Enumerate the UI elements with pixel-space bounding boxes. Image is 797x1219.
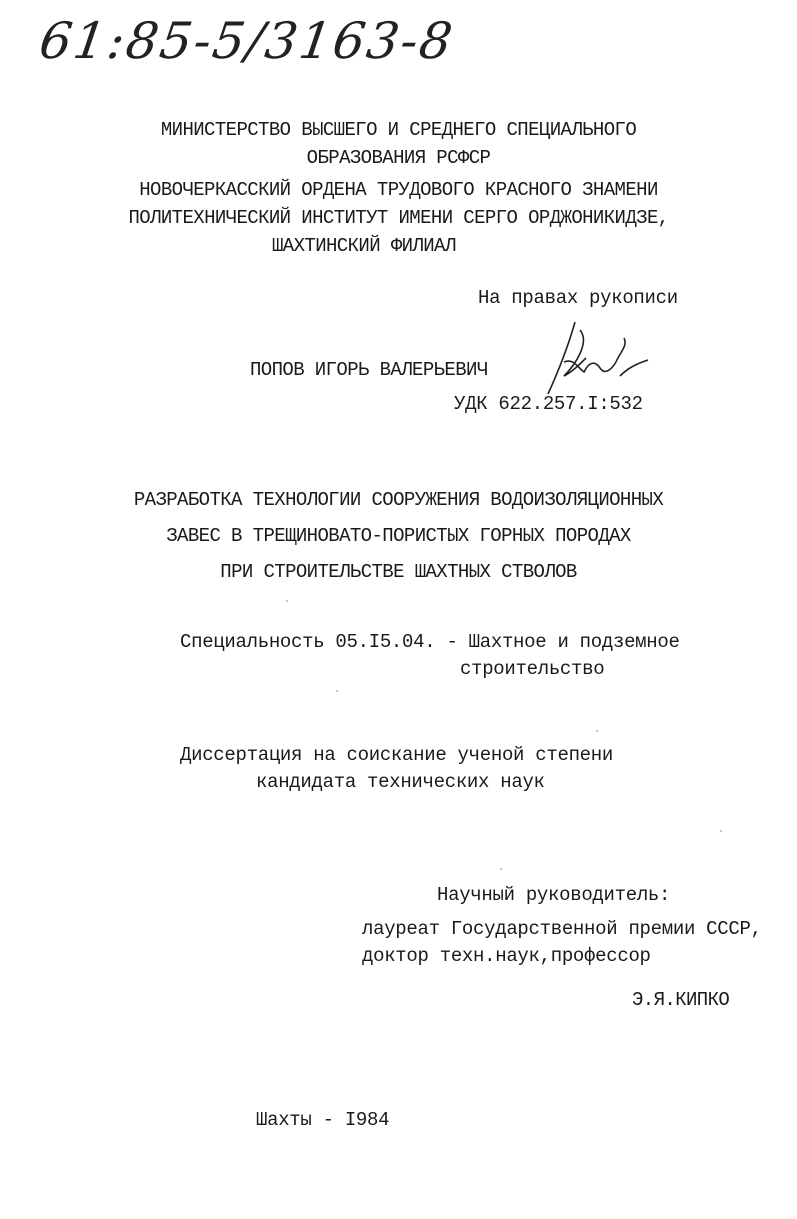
thesis-title-line-1: РАЗРАБОТКА ТЕХНОЛОГИИ СООРУЖЕНИЯ ВОДОИЗОЛЯЦИОННЫХ [133,489,664,511]
dissertation-line-2: кандидата технических наук [256,771,545,793]
author-name: ПОПОВ ИГОРЬ ВАЛЕРЬЕВИЧ [250,359,488,381]
place-and-year: Шахты - I984 [256,1109,390,1131]
specialty-line-2: строительство [460,658,605,680]
scan-speck [720,830,722,832]
archive-number-handwritten: 61:85-5/3163-8 [35,12,458,70]
scan-speck [286,600,288,602]
advisor-name: Э.Я.КИПКО [632,989,730,1011]
scan-speck [596,730,598,732]
udk-code: УДК 622.257.I:532 [454,393,643,415]
scan-speck [336,690,338,692]
manuscript-note: На правах рукописи [478,287,678,309]
thesis-title-line-2: ЗАВЕС В ТРЕЩИНОВАТО-ПОРИСТЫХ ГОРНЫХ ПОРОДАХ [166,525,631,547]
dissertation-line-1: Диссертация на соискание ученой степени [180,744,613,766]
advisor-label: Научный руководитель: [437,884,671,906]
ministry-line-2: ОБРАЗОВАНИЯ РСФСР [306,147,491,169]
author-signature [520,302,650,402]
institute-line-3: ШАХТИНСКИЙ ФИЛИАЛ [272,235,456,257]
scan-speck [500,868,502,870]
institute-line-1: НОВОЧЕРКАССКИЙ ОРДЕНА ТРУДОВОГО КРАСНОГО ЗНАМЕНИ [139,179,658,201]
advisor-title-line-2: доктор техн.наук,профессор [362,945,651,967]
advisor-title-line-1: лауреат Государственной премии СССР, [362,918,762,940]
thesis-title-line-3: ПРИ СТРОИТЕЛЬСТВЕ ШАХТНЫХ СТВОЛОВ [220,561,577,583]
specialty-line-1: Специальность 05.I5.04. - Шахтное и подземное [180,631,680,653]
ministry-line-1: МИНИСТЕРСТВО ВЫСШЕГО И СРЕДНЕГО СПЕЦИАЛЬНОГО [160,119,637,141]
institute-line-2: ПОЛИТЕХНИЧЕСКИЙ ИНСТИТУТ ИМЕНИ СЕРГО ОРДЖОНИКИДЗЕ, [128,207,669,229]
